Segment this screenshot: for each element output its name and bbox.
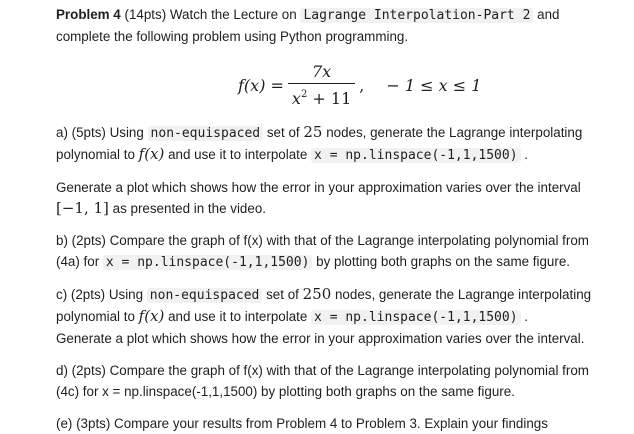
part-d-text-2: (4c) for x = np.linspace(-1,1,1500) by plotting both graphs on the same figure.: [56, 384, 515, 399]
part-c-text-2: set of: [266, 287, 299, 302]
intro-text: Watch the Lecture on: [169, 7, 297, 22]
part-c-nodes: 250: [302, 285, 332, 303]
part-e: [56, 413, 624, 434]
lecture-code: Lagrange Interpolation-Part 2: [300, 8, 533, 23]
part-c-text-3: nodes, generate the Lagrange interpolating: [334, 287, 592, 302]
part-c-text-1: c) (2pts) Using: [56, 287, 144, 302]
part-a-plot: [56, 177, 624, 219]
part-a-nodes: 25: [303, 123, 323, 141]
part-a-period: .: [524, 147, 529, 162]
equation-numerator: 7x: [312, 61, 332, 81]
equation-denominator: [288, 84, 355, 110]
function-equation: [56, 58, 624, 116]
part-a-text-4: polynomial to: [56, 147, 135, 162]
equation-comma: ,: [359, 75, 365, 95]
part-a-text-5: and use it to interpolate: [168, 147, 308, 162]
den-base: x: [291, 88, 301, 108]
equation-domain: − 1 ≤ x ≤ 1: [386, 75, 482, 95]
part-e-text-1: (e) (3pts) Compare your results from Problem 4 to Problem 3. Explain your findings: [56, 416, 548, 431]
equation-fraction: [288, 61, 355, 110]
part-b: [56, 230, 624, 273]
part-a2-interval: [−1, 1]: [56, 199, 109, 217]
part-c-text-5: and use it to interpolate: [168, 309, 308, 324]
den-exp: 2: [300, 88, 308, 100]
problem-header: [56, 4, 624, 47]
part-b-text-1: b) (2pts) Compare the graph of f(x) with that of the Lagrange interpolating polynomial from: [56, 233, 589, 248]
equation-lhs: f(x) =: [238, 75, 284, 95]
part-b-text-2: (4a) for: [56, 254, 100, 269]
part-a-text-2: set of: [266, 125, 300, 140]
part-c-code-nonequispaced: non-equispaced: [147, 288, 263, 303]
den-tail: + 11: [312, 88, 352, 108]
part-a2-text-2: as presented in the video.: [112, 201, 266, 216]
part-b-text-3: by plotting both graphs on the same figure.: [316, 254, 570, 269]
part-d-text-1: d) (2pts) Compare the graph of f(x) with that of the Lagrange interpolating polynomial from: [56, 363, 589, 378]
part-d: [56, 360, 624, 402]
part-c-text-7: Generate a plot which shows how the error in your approximation varies over the interval.: [56, 331, 585, 346]
part-a2-text-1: Generate a plot which shows how the error in your approximation varies over the interval: [56, 180, 581, 195]
part-c: [56, 284, 624, 349]
part-b-code-linspace: x = np.linspace(-1,1,1500): [103, 255, 313, 270]
part-a-text-1: a) (5pts) Using: [56, 125, 144, 140]
part-c-period: .: [524, 309, 529, 324]
intro-tail: and: [537, 7, 560, 22]
part-a-text-3: nodes, generate the Lagrange interpolating: [326, 125, 583, 140]
part-c-code-linspace: x = np.linspace(-1,1,1500): [311, 310, 521, 325]
part-a-code-nonequispaced: non-equispaced: [148, 126, 264, 141]
part-c-text-4: polynomial to: [56, 309, 135, 324]
part-c-fx: f(x): [138, 307, 165, 325]
part-a: [56, 122, 624, 166]
problem-points: (14pts): [124, 7, 167, 22]
part-a-fx: f(x): [138, 145, 165, 163]
intro-line2: complete the following problem using Python programming.: [56, 29, 409, 44]
part-a-code-linspace: x = np.linspace(-1,1,1500): [311, 148, 521, 163]
problem-label: Problem 4: [56, 7, 121, 22]
